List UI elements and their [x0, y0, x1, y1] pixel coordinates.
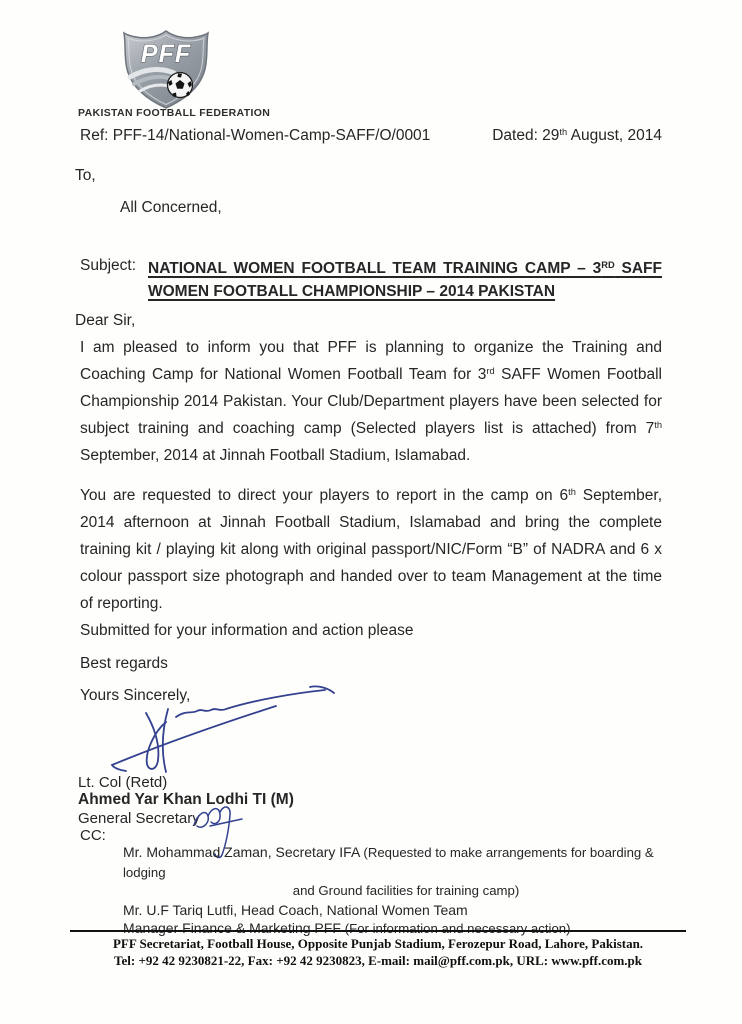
cc-item-note-continued: and Ground facilities for training camp)	[292, 883, 520, 898]
signatory-rank: Lt. Col (Retd)	[78, 774, 168, 791]
cc-label: CC:	[80, 827, 106, 844]
closing-submitted: Submitted for your information and action please	[80, 622, 414, 639]
subject-row	[80, 257, 662, 303]
letter-date: Dated: 29th August, 2014	[492, 127, 662, 144]
cc-item-name: Mr. U.F Tariq Lutfi, Head Coach, National Women Team	[123, 901, 468, 918]
closing-sincerely: Yours Sincerely,	[80, 687, 191, 704]
footer-address: PFF Secretariat, Football House, Opposite Punjab Stadium, Ferozepur Road, Lahore, Pakistan.	[112, 936, 644, 951]
signatory-title: General Secretary	[78, 810, 200, 827]
org-name: PAKISTAN FOOTBALL FEDERATION	[78, 107, 271, 119]
subject-label: Subject:	[80, 257, 137, 274]
addressee: All Concerned,	[120, 199, 222, 216]
salutation: Dear Sir,	[75, 312, 136, 329]
cc-item-note: (Requested to make arrangements for boarding & lodging	[123, 845, 654, 880]
to-label: To,	[75, 167, 96, 184]
signatory-name: Ahmed Yar Khan Lodhi TI (M)	[78, 791, 294, 808]
cc-item-name: Mr. Mohammad Zaman, Secretary IFA	[123, 844, 364, 860]
footer	[70, 930, 686, 969]
cc-item-note: (For information and necessary action)	[344, 921, 571, 936]
ref-number: Ref: PFF-14/National-Women-Camp-SAFF/O/0001	[80, 127, 431, 144]
footer-contacts: Tel: +92 42 9230821-22, Fax: +92 42 9230823, E-mail: mail@pff.com.pk, URL: www.pff.com.pk	[114, 952, 642, 968]
pff-logo	[120, 29, 212, 109]
cc-item-name: Manager Finance & Marketing PFF	[123, 920, 345, 936]
body-paragraph-1: I am pleased to inform you that PFF is planning to organize the Training and Coaching Camp for National Women Football Team for 3rd SAFF Women Football Championship 2014 Pakistan. Your Club/Department players have been selected for subject training and coaching camp (Selected players list is attached) from 7th September, 2014 at Jinnah Football Stadium, Islamabad.	[80, 339, 662, 464]
football-icon	[168, 73, 193, 98]
logo-text: PFF	[140, 40, 192, 68]
subject-text: NATIONAL WOMEN FOOTBALL TEAM TRAINING CAMP – 3RD SAFF WOMEN FOOTBALL CHAMPIONSHIP – 2014 PAKISTAN	[148, 260, 662, 300]
closing-regards: Best regards	[80, 655, 168, 672]
body-paragraph-2: You are requested to direct your players to report in the camp on 6th September, 2014 afternoon at Jinnah Football Stadium, Islamabad and bring the complete training kit / playing kit along with original passport/NIC/Form “B” of NADRA and 6 x colour passport size photograph and handed over to team Management at the time of reporting.	[80, 487, 662, 612]
ref-date-row	[80, 127, 662, 145]
cc-item	[123, 843, 689, 901]
cc-list	[123, 843, 689, 939]
cc-item	[123, 901, 689, 920]
signature-image	[98, 682, 343, 782]
